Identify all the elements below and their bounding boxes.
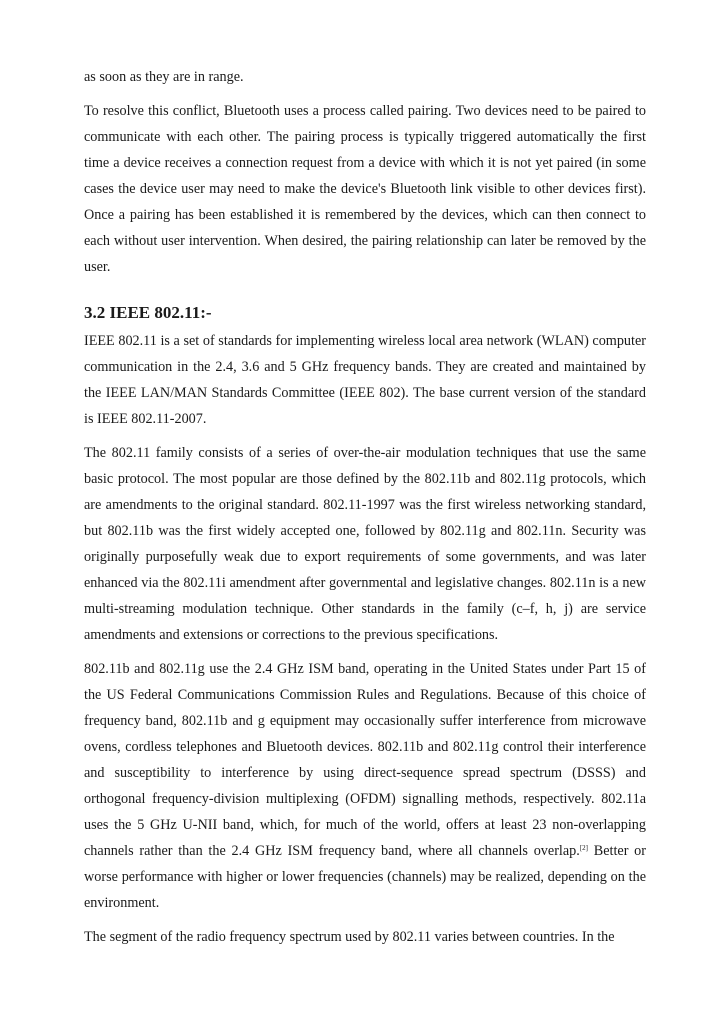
paragraph-spectrum-segment: The segment of the radio frequency spectrum used by 802.11 varies between countries. In the bbox=[84, 929, 615, 945]
paragraph-80211-family: The 802.11 family consists of a series of over-the-air modulation techniques that use the same basic protocol. The most popular are those defined by the 802.11b and 802.11g protocols, which are amendments to the original standard. 802.11-1997 was the first wireless networking standard, but 802.11b was the first widely accepted one, followed by 802.11g and 802.11n. Security was originally purposefully weak due to export requirements of some governments, and was later enhanced via the 802.11i amendment after governmental and legislative changes. 802.11n is a new multi-streaming modulation technique. Other standards in the family (c–f, h, j) are service amendments and extensions or corrections to the previous specifications. bbox=[84, 445, 646, 643]
citation-marker: [2] bbox=[579, 844, 588, 852]
paragraph-pairing: To resolve this conflict, Bluetooth uses a process called pairing. Two devices need to be paired to communicate with each other. The pairing process is typically triggered automatically the first time a device receives a connection request from a device with which it is not yet paired (in some cases the device user may need to make the device's Bluetooth link visible to other devices first). Once a pairing has been established it is remembered by the devices, which can then connect to each without user intervention. When desired, the pairing relationship can later be removed by the user. bbox=[84, 103, 646, 275]
bands-text-tail: Better or worse performance with higher or lower frequencies (channels) may be realized, depending on the environment. bbox=[84, 843, 646, 911]
section-heading: 3.2 IEEE 802.11:- bbox=[84, 303, 212, 322]
paragraph-frequency-bands bbox=[84, 656, 646, 916]
paragraph-continuation: as soon as they are in range. bbox=[84, 69, 244, 85]
paragraph-ieee-intro: IEEE 802.11 is a set of standards for implementing wireless local area network (WLAN) computer communication in the 2.4, 3.6 and 5 GHz frequency bands. They are created and maintained by the IEEE LAN/MAN Standards Committee (IEEE 802). The base current version of the standard is IEEE 802.11-2007. bbox=[84, 333, 646, 427]
bands-text: 802.11b and 802.11g use the 2.4 GHz ISM band, operating in the United States under Part 15 of the US Federal Communications Commission Rules and Regulations. Because of this choice of frequency band, 802.11b and g equipment may occasionally suffer interference from microwave ovens, cordless telephones and Bluetooth devices. 802.11b and 802.11g control their interference and susceptibility to interference by using direct-sequence spread spectrum (DSSS) and orthogonal frequency-division multiplexing (OFDM) signalling methods, respectively. 802.11a uses the 5 GHz U-NII band, which, for much of the world, offers at least 23 non-overlapping channels rather than the 2.4 GHz ISM frequency band, where all channels overlap. bbox=[84, 661, 646, 859]
page-body bbox=[84, 64, 646, 958]
